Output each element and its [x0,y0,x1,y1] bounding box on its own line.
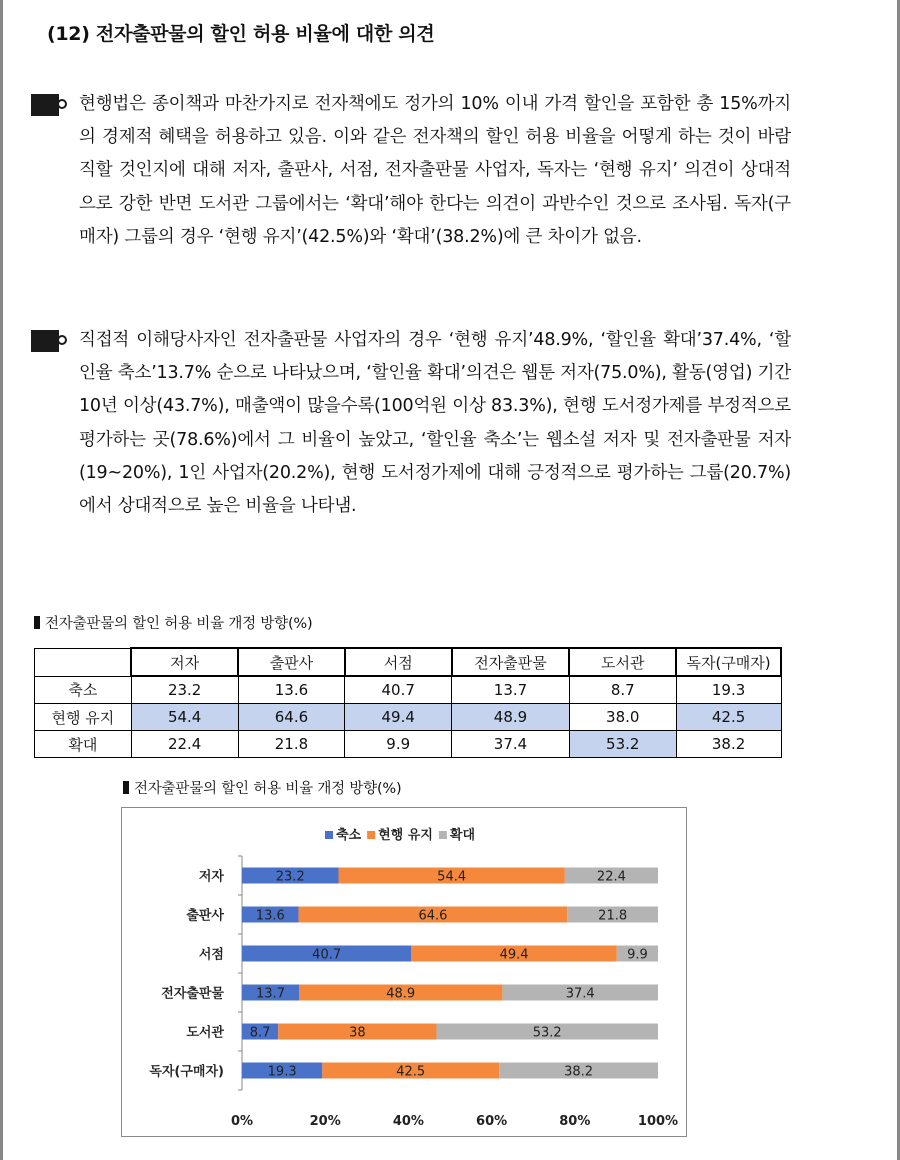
column-header: 출판사 [238,648,345,676]
table-cell: 38.0 [569,704,676,731]
x-tick-label: 20% [309,1114,341,1129]
data-label: 48.9 [386,986,416,1002]
data-label: 42.5 [396,1064,426,1080]
section-heading: (12) 전자출판물의 할인 허용 비율에 대한 의견 [47,23,435,45]
table-caption-text: 전자출판물의 할인 허용 비율 개정 방향(%) [45,616,313,632]
data-label: 19.3 [267,1064,297,1080]
table-cell: 8.7 [569,676,676,704]
category-label: 전자출판물 [161,986,224,1002]
paragraph-1-text: 현행법은 종이책과 마찬가지로 전자책에도 정가의 10% 이내 가격 할인을 포함한 총 15%까지의 경제적 혜택을 허용하고 있음. 이와 같은 전자책의 할인 허용 비율을 어떻게 하는 것이 바람직할 것인지에 대해 저자, 출판사, 서점, 전자출판물 사업자, 독자는 ‘현행 유지’ 의견이 상대적으로 강한 반면 도서관 그룹에서는 ‘확대’해야 한다는 의견이 과반수인 것으로 조사됨. 독자(구매자) 그룹의 경우 ‘현행 유지’(42.5%)와 ‘확대’(38.2%)에 큰 차이가 없음. [79,94,791,247]
legend-label: 확대 [449,828,476,843]
row-label: 축소 [35,676,132,704]
table-corner-cell [35,648,132,676]
x-tick-label: 60% [476,1114,508,1129]
table-cell: 13.6 [238,676,345,704]
table-cell: 37.4 [452,731,570,758]
x-tick-label: 80% [559,1114,591,1129]
bullet-marker-icon [31,94,59,116]
legend-label: 현행 유지 [378,828,433,843]
table-cell: 21.8 [238,731,345,758]
legend-label: 축소 [336,828,362,843]
category-label: 저자 [198,869,224,885]
category-label: 출판사 [186,908,224,924]
row-label: 현행 유지 [35,704,132,731]
column-header: 독자(구매자) [676,648,781,676]
x-tick-label: 40% [392,1114,424,1129]
chart-frame [121,807,687,1137]
table-cell: 22.4 [131,731,238,758]
legend-swatch [367,831,375,839]
table-cell: 53.2 [569,731,676,758]
row-label: 확대 [35,731,132,758]
legend-swatch [439,831,447,839]
data-label: 21.8 [598,908,628,924]
square-bullet-icon [34,616,40,629]
table-caption [34,612,312,633]
chart-caption-text: 전자출판물의 할인 허용 비율 개정 방향(%) [134,781,402,797]
x-tick-label: 100% [637,1114,679,1129]
document-page [3,0,897,1160]
data-label: 9.9 [627,947,648,963]
data-label: 13.6 [255,908,285,924]
table-cell: 48.9 [452,704,570,731]
data-label: 38.2 [564,1064,594,1080]
table-row [35,676,782,704]
data-label: 53.2 [532,1025,562,1041]
table-cell: 19.3 [676,676,781,704]
chart-caption [123,777,401,798]
column-header: 서점 [345,648,452,676]
table-cell: 64.6 [238,704,345,731]
table-cell: 23.2 [131,676,238,704]
x-tick-label: 0% [230,1114,254,1129]
data-label: 37.4 [565,986,595,1002]
paragraph-2 [31,324,791,523]
bullet-marker-icon [31,330,59,352]
data-label: 49.4 [499,947,529,963]
category-label: 서점 [198,947,224,963]
table-cell: 40.7 [345,676,452,704]
table-header-row [35,648,782,676]
data-table [34,647,782,758]
table-cell: 13.7 [452,676,570,704]
data-label: 13.7 [256,986,285,1002]
category-label: 독자(구매자) [149,1064,224,1080]
table-cell: 9.9 [345,731,452,758]
legend-swatch [325,831,333,839]
column-header: 전자출판물 [452,648,570,676]
category-label: 도서관 [186,1025,224,1041]
data-label: 8.7 [249,1025,271,1041]
data-label: 22.4 [596,869,626,885]
column-header: 저자 [131,648,238,676]
data-label: 64.6 [418,908,448,924]
paragraph-2-text: 직접적 이해당사자인 전자출판물 사업자의 경우 ‘현행 유지’48.9%, ‘할인율 확대’37.4%, ‘할인율 축소’13.7% 순으로 나타났으며, ‘할인율 확대’의견은 웹툰 저자(75.0%), 활동(영업) 기간 10년 이상(43.7%), 매출액이 많을수록(100억원 이상 83.3%), 현행 도서정가제를 부정적으로 평가하는 곳(78.6%)에서 그 비율이 높았고, ‘할인율 축소’는 웹소설 저자 및 전자출판물 저자(19~20%), 1인 사업자(20.2%), 현행 도서정가제에 대해 긍정적으로 평가하는 그룹(20.7%)에서 상대적으로 높은 비율을 나타냄. [79,330,791,517]
square-bullet-icon [123,781,129,794]
table-cell: 38.2 [676,731,781,758]
data-label: 40.7 [312,947,342,963]
data-label: 38 [349,1025,366,1041]
table-cell: 49.4 [345,704,452,731]
table-cell: 42.5 [676,704,781,731]
table-row [35,731,782,758]
column-header: 도서관 [569,648,676,676]
paragraph-1 [31,88,791,254]
data-label: 23.2 [275,869,305,885]
stacked-bar-chart [122,808,686,1136]
data-label: 54.4 [437,869,467,885]
table-cell: 54.4 [131,704,238,731]
table-row [35,704,782,731]
